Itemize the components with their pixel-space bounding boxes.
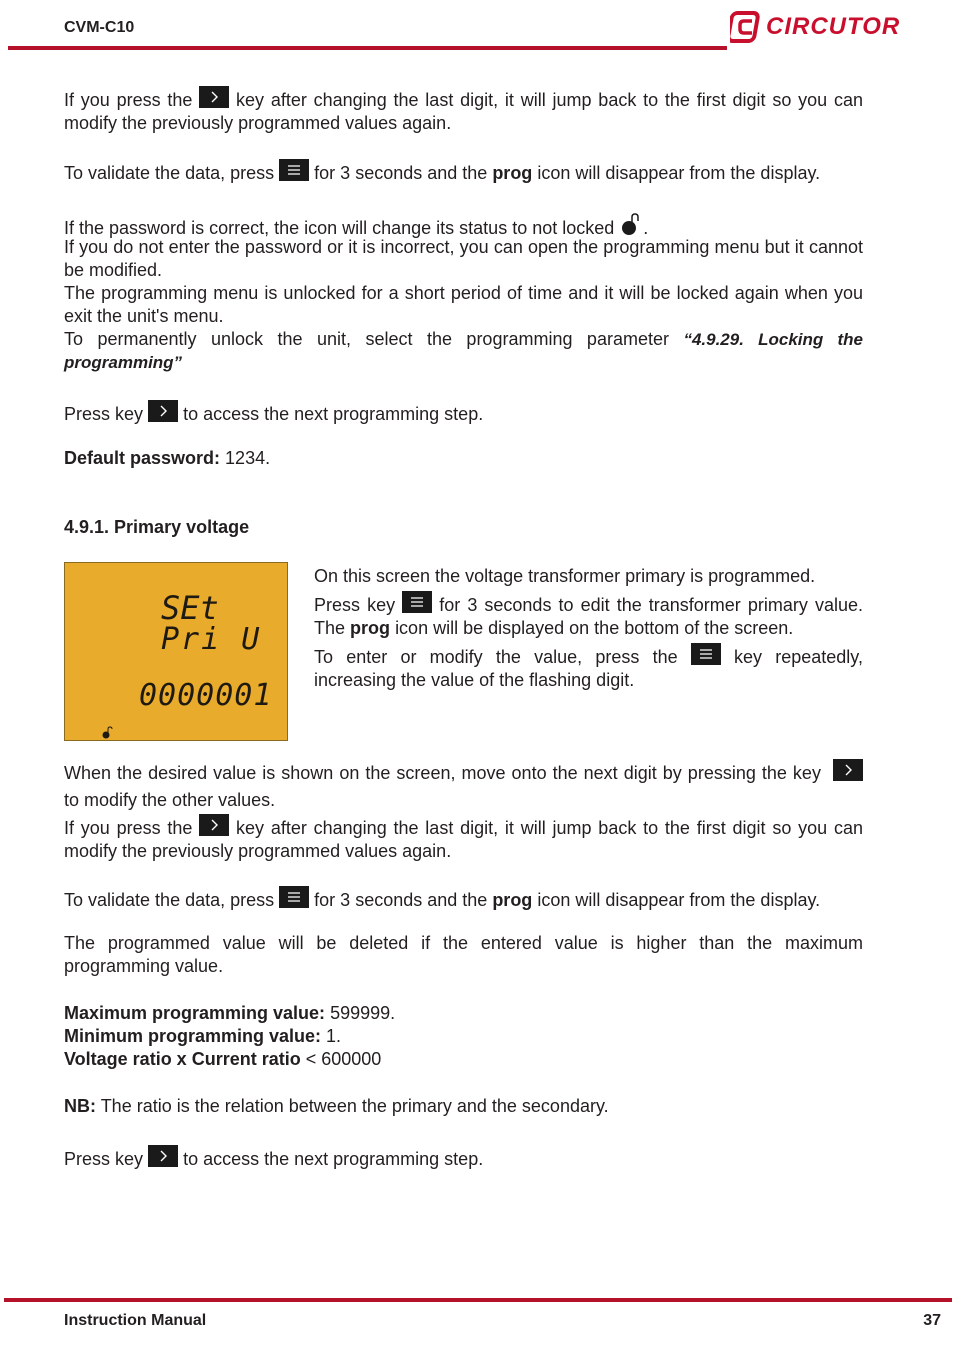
text: When the desired value is shown on the screen, move onto the next digit by pressing the key [64,763,821,783]
text: for 3 seconds and the [314,890,488,910]
text: Press key [64,404,144,424]
text: If you press the [64,818,193,838]
paragraph-permanent-unlock [64,328,863,374]
max-value-line [64,1002,863,1025]
paragraph-next-step-2 [64,1145,863,1171]
text: The ratio is the relation between the primary and the secondary. [100,1096,609,1116]
label: NB: [64,1096,96,1116]
page-number: 37 [923,1312,941,1329]
section-description [314,565,863,693]
min-value-line [64,1025,863,1048]
circutor-logo-icon [730,10,764,44]
paragraph-unlocked-period: The programming menu is unlocked for a short period of time and it will be locked again when you exit the unit's menu. [64,283,863,326]
text: Press key [314,594,396,615]
text: To permanently unlock the unit, select the programming parameter [64,329,669,349]
side-paragraph-modify [314,643,863,693]
logo-text: CIRCUTOR [766,13,901,40]
paragraph-nb [64,1095,863,1118]
section-title: 4.9.1. Primary voltage [64,517,250,537]
prog-keyword: prog [492,163,533,183]
next-key-icon [199,814,229,836]
text: If the password is correct, the icon will change its status to not locked [64,218,615,238]
label: Maximum programming value: [64,1003,326,1023]
paragraph-password-incorrect: If you do not enter the password or it is incorrect, you can open the programming menu but it cannot be modified. [64,237,863,280]
limits-block [64,1002,863,1071]
text: key repeatedly, increasing the value of the flashing digit. [314,646,863,690]
menu-key-icon [402,591,432,613]
paragraph-deleted-value: The programmed value will be deleted if the entered value is higher than the maximum programming value. [64,933,863,976]
label: Minimum programming value: [64,1026,322,1046]
text: To enter or modify the value, press the [314,646,678,667]
menu-key-icon [279,159,309,181]
ratio-line [64,1048,863,1071]
text: for 3 seconds to edit the transformer primary value. The [314,594,863,638]
text: Press key [64,1149,144,1169]
paragraph-next-digit [64,759,863,814]
text: On this screen the voltage transformer primary is programmed. [314,566,816,586]
lcd-value: 0000001 [139,678,273,713]
next-key-icon [148,400,178,422]
text: To validate the data, press [64,163,275,183]
paragraph-jump-back-2 [64,814,863,863]
text: key after changing the last digit, it will jump back to the first digit so you can modify the previously programmed values again. [64,818,863,861]
text: . [643,218,649,238]
text: icon will disappear from the display. [537,163,821,183]
text: key after changing the last digit, it will jump back to the first digit so you can modify the previously programmed values again. [64,90,863,133]
text: to modify the other values. [64,790,276,810]
value: 1234. [225,448,271,468]
text: If you press the [64,90,193,110]
menu-key-icon [279,886,309,908]
value: 1. [326,1026,342,1046]
paragraph-validate-2 [64,886,863,912]
next-key-icon [199,86,229,108]
menu-key-icon [691,643,721,665]
footer-rule [4,1298,952,1302]
text: for 3 seconds and the [314,163,488,183]
label: Default password: [64,448,221,468]
paragraph-default-password [64,447,863,470]
lcd-screen [65,563,287,740]
document-model: CVM-C10 [64,19,135,36]
header-rule [8,46,727,50]
side-paragraph-press-key [314,591,863,641]
prog-keyword: prog [350,618,391,638]
paragraph-next-step [64,400,863,426]
next-key-icon [148,1145,178,1167]
paragraph-jump-back [64,86,863,135]
lcd-line-2: Pri U [161,622,262,657]
paragraph-validate [64,159,863,185]
label: Voltage ratio x Current ratio [64,1049,301,1069]
lcd-display [64,562,288,741]
value: 599999. [330,1003,396,1023]
text: icon will disappear from the display. [537,890,821,910]
text: to access the next programming step. [183,1149,484,1169]
footer-title: Instruction Manual [64,1312,207,1329]
text: To validate the data, press [64,890,275,910]
value: < 600000 [305,1049,382,1069]
lcd-unlock-icon [103,727,113,739]
unlocked-padlock-icon [619,213,643,237]
cross-reference: “4.9.29. Locking the programming” [64,330,863,372]
text: to access the next programming step. [183,404,484,424]
circutor-logo [728,8,908,46]
next-key-icon [833,759,863,781]
text: icon will be displayed on the bottom of the screen. [395,618,794,638]
lcd-line-1: SEt [161,589,219,627]
prog-keyword: prog [492,890,533,910]
